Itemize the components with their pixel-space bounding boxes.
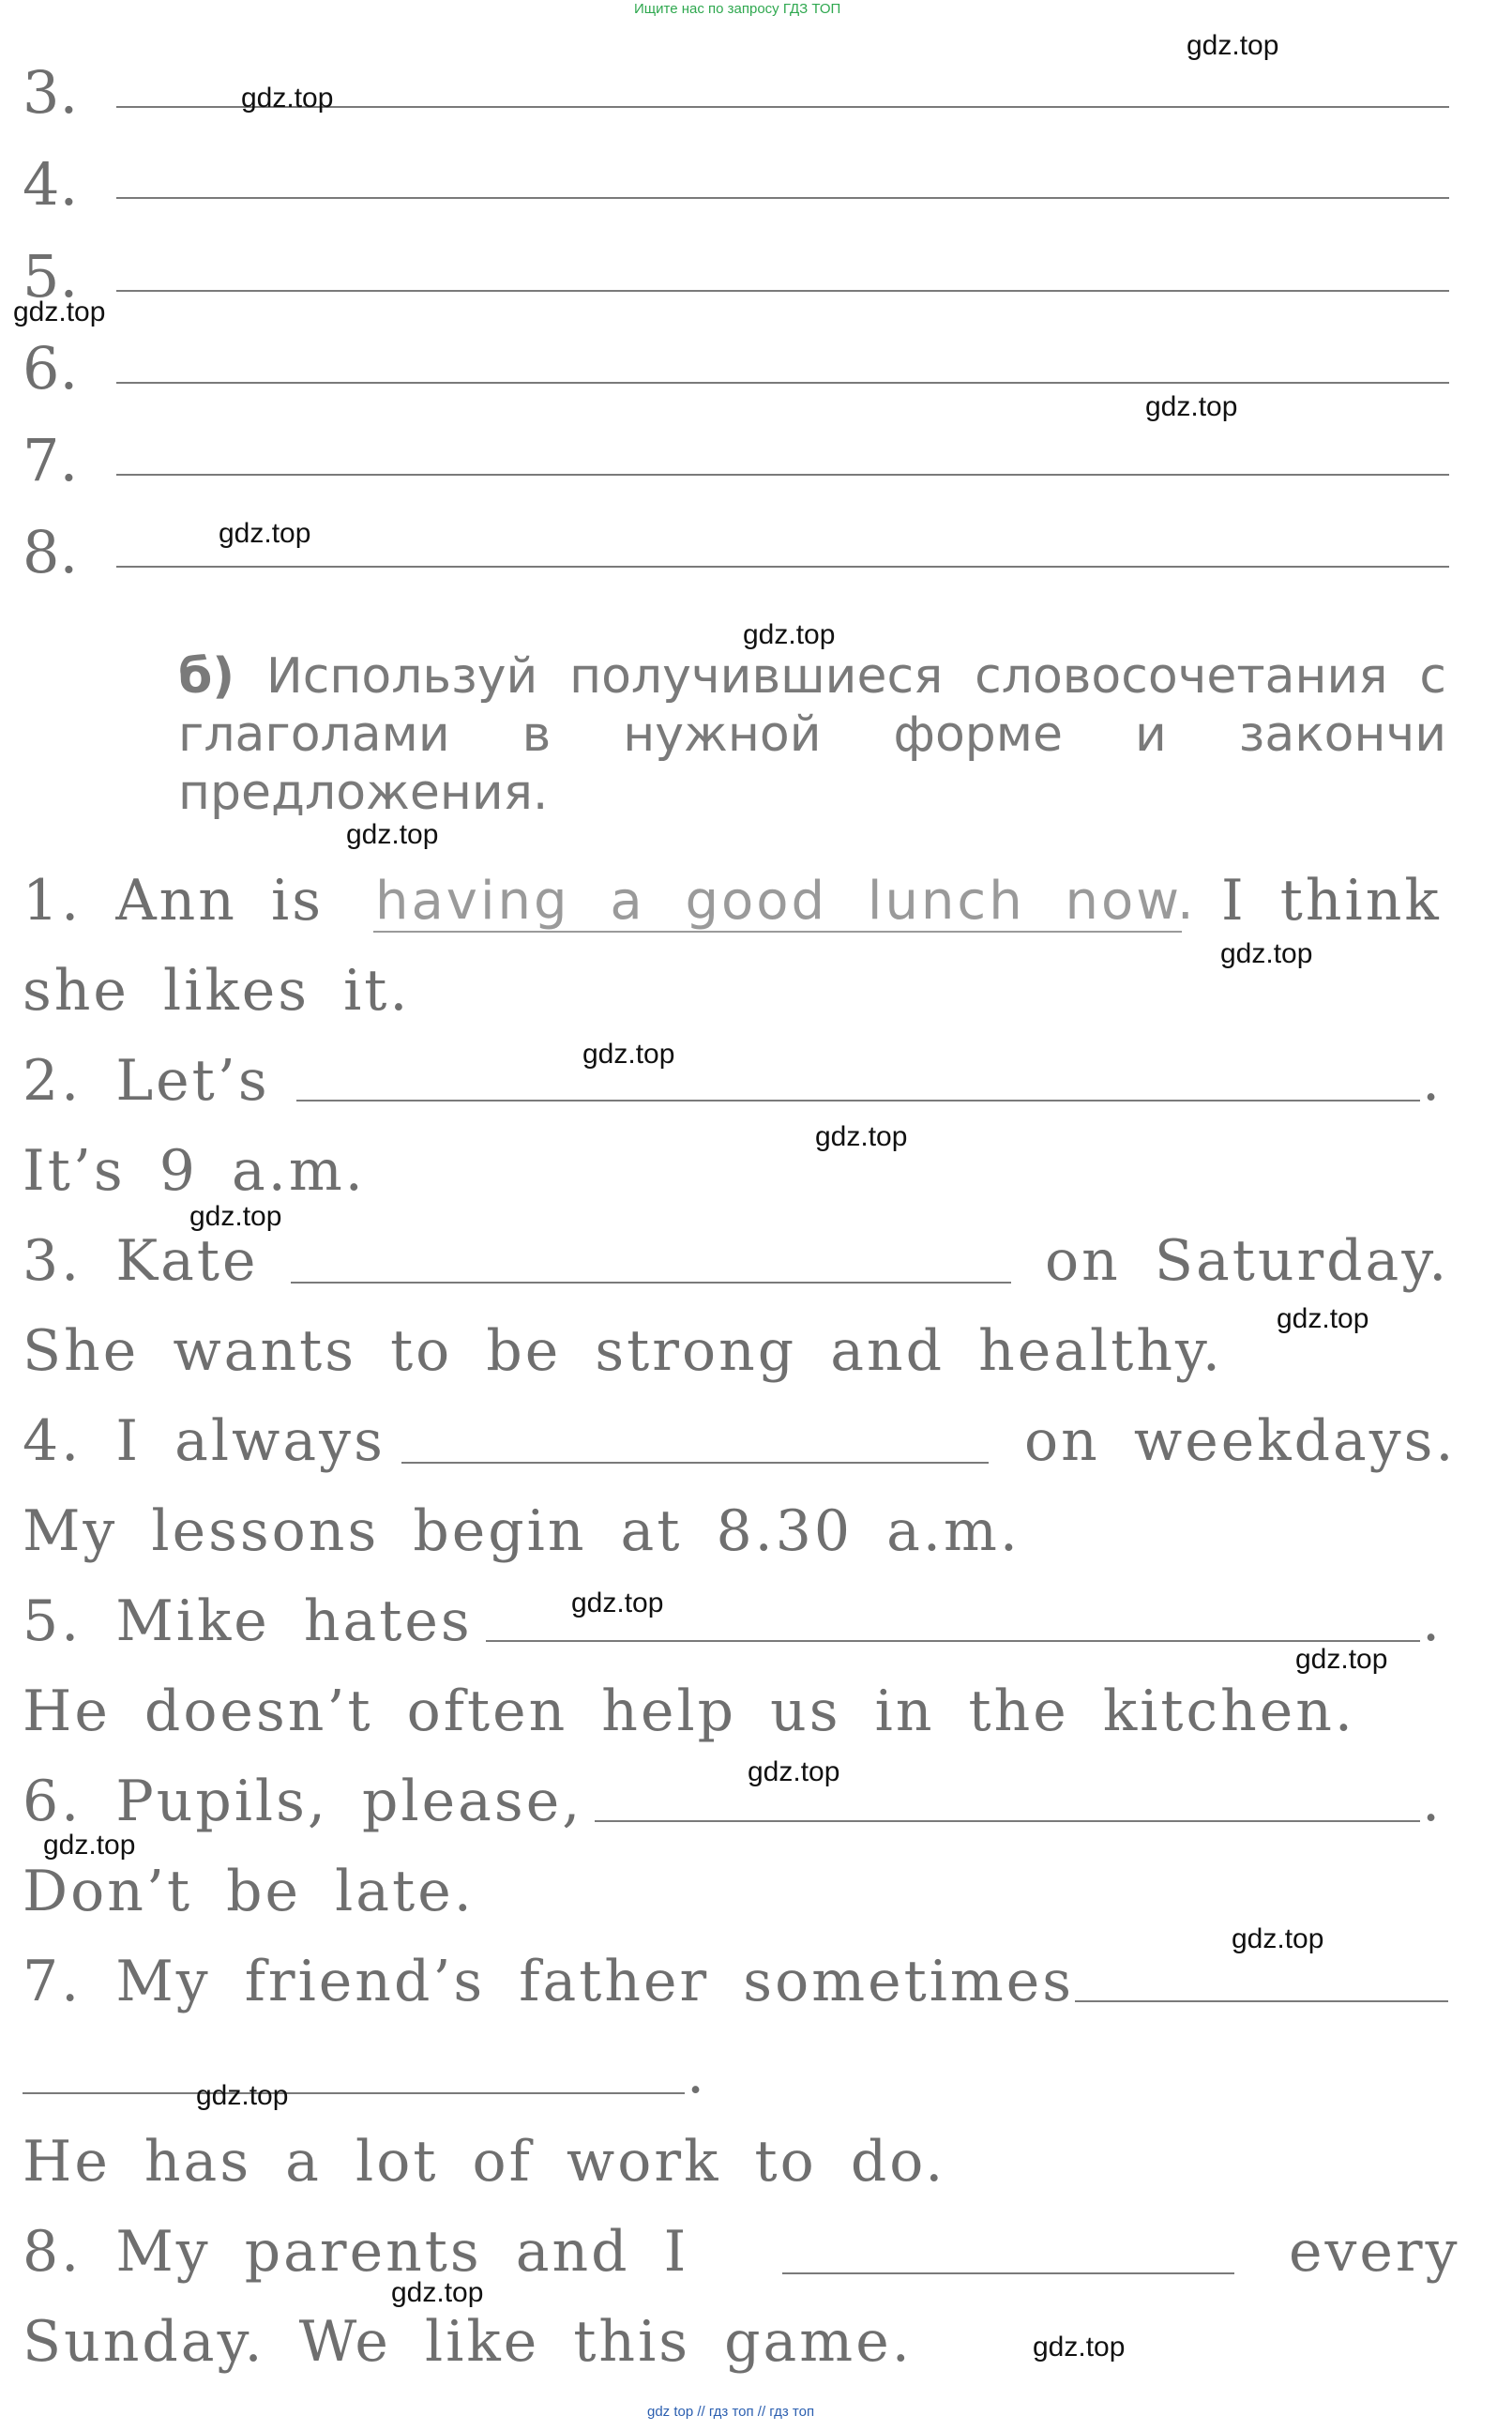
watermark: gdz.top — [582, 1039, 675, 1070]
sentence-7-line3: He has a lot of work to do. — [23, 2129, 946, 2195]
sentence-8-line2: Sunday. We like this game. — [23, 2309, 913, 2375]
sentence-8-end: every — [1289, 2219, 1460, 2285]
sentence-7-start: 7. My friend’s father sometimes — [23, 1949, 1075, 2014]
answer-line[interactable] — [595, 1820, 1420, 1822]
answer-line[interactable] — [116, 474, 1449, 476]
part-label: б) — [178, 648, 235, 705]
list-number: 3. — [23, 58, 79, 127]
watermark: gdz.top — [196, 2080, 289, 2111]
answer-line[interactable] — [1075, 2000, 1448, 2002]
sentence-5-line2: He doesn’t often help us in the kitchen. — [23, 1679, 1355, 1744]
list-number: 5. — [23, 242, 79, 311]
watermark: gdz.top — [391, 2277, 484, 2308]
answer-line[interactable] — [401, 1462, 989, 1464]
sentence-3-end: on Saturday. — [1045, 1228, 1450, 1294]
sentence-3-start: 3. Kate — [23, 1228, 259, 1294]
sentence-5-start: 5. Mike hates — [23, 1588, 473, 1654]
sentence-8-start: 8. My parents and I — [23, 2219, 689, 2285]
answer-line[interactable] — [486, 1640, 1420, 1642]
sentence-1-start: 1. Ann is — [23, 868, 324, 934]
answer-line[interactable] — [23, 2092, 685, 2094]
watermark: gdz.top — [1277, 1303, 1369, 1334]
watermark: gdz.top — [1033, 2332, 1126, 2363]
sentence-1-answer: having a good lunch now. — [375, 871, 1197, 932]
watermark: gdz.top — [189, 1201, 282, 1232]
answer-line[interactable] — [116, 382, 1449, 384]
watermark: gdz.top — [1187, 30, 1279, 61]
sentence-4-line2: My lessons begin at 8.30 a.m. — [23, 1498, 1021, 1564]
list-number: 7. — [23, 426, 79, 494]
sentence-2-end: . — [1422, 1048, 1441, 1114]
header-note: Ищите нас по запросу ГДЗ ТОП — [634, 1, 841, 17]
list-number: 6. — [23, 334, 79, 403]
watermark: gdz.top — [13, 296, 106, 327]
sentence-1-line2: she likes it. — [23, 958, 411, 1024]
watermark: gdz.top — [571, 1588, 664, 1618]
sentence-6-start: 6. Pupils, please, — [23, 1769, 583, 1834]
sentence-7-end: . — [687, 2041, 705, 2106]
answer-line[interactable] — [782, 2272, 1234, 2274]
watermark: gdz.top — [815, 1121, 908, 1152]
sentence-5-end: . — [1422, 1588, 1441, 1654]
watermark: gdz.top — [743, 619, 836, 650]
watermark: gdz.top — [1220, 938, 1313, 969]
instruction-text: Используй получившиеся словосочетания с глаголами в нужной форме и закончи предложения. — [178, 648, 1446, 821]
sentence-2-line2: It’s 9 a.m. — [23, 1138, 366, 1204]
watermark: gdz.top — [748, 1756, 840, 1787]
sentence-6-line2: Don’t be late. — [23, 1859, 475, 1924]
watermark: gdz.top — [1145, 391, 1238, 422]
answer-line[interactable] — [116, 197, 1449, 199]
sentence-6-end: . — [1422, 1769, 1441, 1834]
sentence-4-start: 4. I always — [23, 1408, 386, 1474]
list-number: 4. — [23, 150, 79, 219]
watermark: gdz.top — [1295, 1644, 1388, 1675]
footer-note: gdz top // гдз топ // гдз топ — [647, 2404, 815, 2420]
answer-line[interactable] — [116, 566, 1449, 568]
sentence-1-end: I think — [1221, 868, 1442, 934]
watermark: gdz.top — [1232, 1923, 1324, 1954]
answer-line[interactable] — [291, 1282, 1011, 1284]
instruction — [178, 647, 1446, 822]
answer-line[interactable] — [116, 290, 1449, 292]
list-number: 8. — [23, 518, 79, 586]
answer-line[interactable] — [296, 1100, 1420, 1102]
sentence-3-line2: She wants to be strong and healthy. — [23, 1318, 1223, 1384]
sentence-2-start: 2. Let’s — [23, 1048, 270, 1114]
watermark: gdz.top — [241, 83, 334, 114]
answer-line[interactable] — [373, 931, 1182, 933]
sentence-4-end: on weekdays. — [1024, 1408, 1457, 1474]
watermark: gdz.top — [43, 1830, 136, 1861]
watermark: gdz.top — [219, 518, 311, 549]
watermark: gdz.top — [346, 819, 439, 850]
